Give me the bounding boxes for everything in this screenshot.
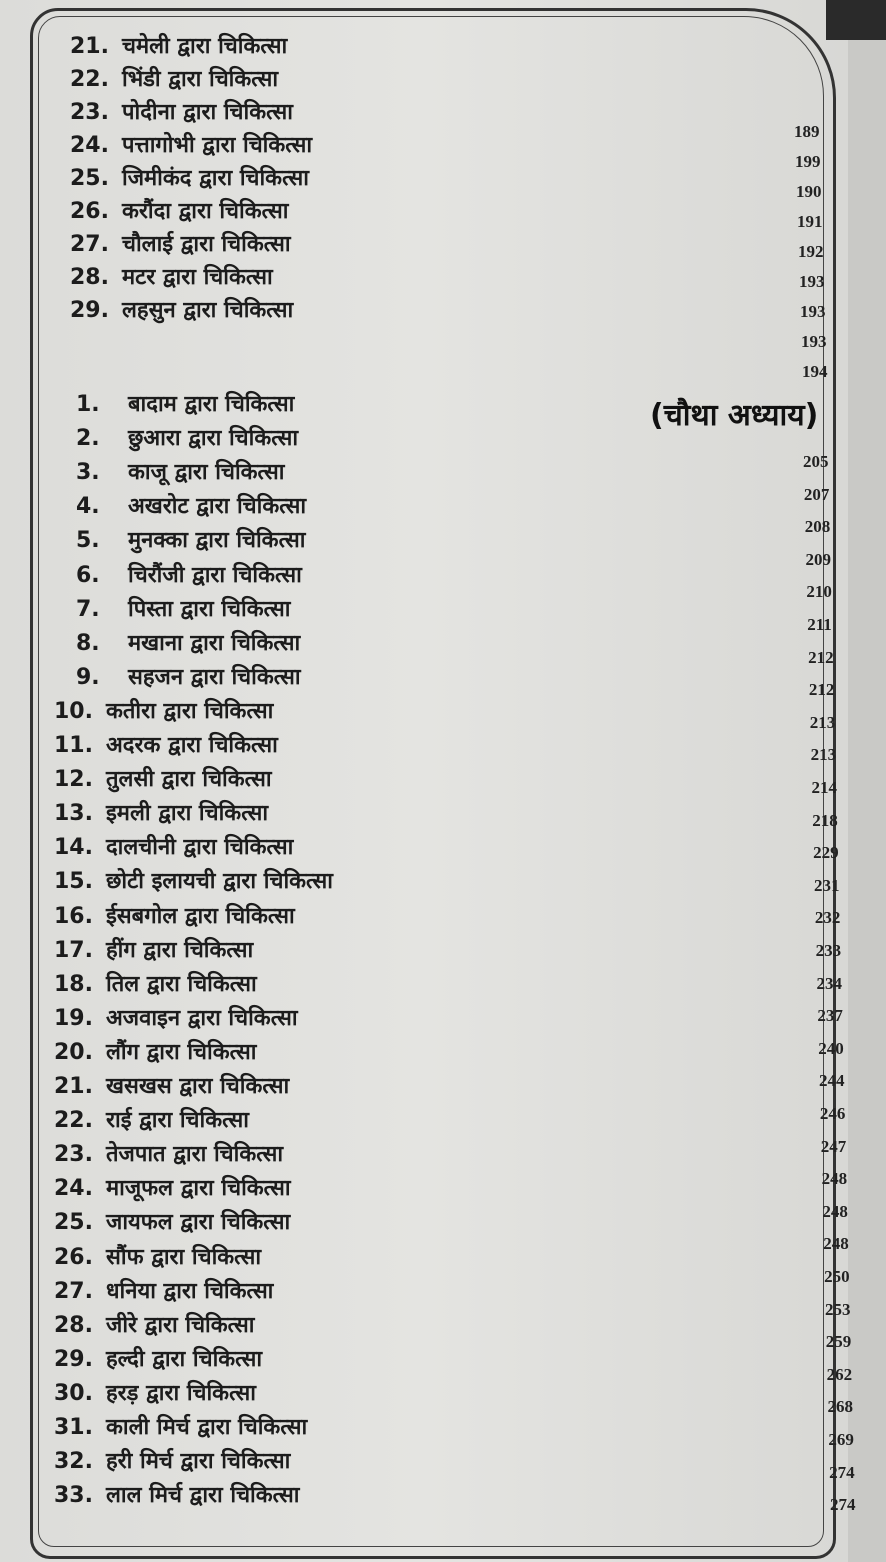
entry-number: 29. xyxy=(70,298,109,323)
chapter-heading: (चौथा अध्याय) xyxy=(650,398,819,433)
entry-title: चमेली द्वारा चिकित्सा xyxy=(122,34,288,59)
toc-entry xyxy=(54,1140,283,1170)
toc-entry xyxy=(54,1072,289,1102)
entry-number: 25. xyxy=(54,1210,93,1236)
toc-entry xyxy=(54,1277,273,1307)
entry-page-number: 244 xyxy=(819,1071,845,1091)
entry-title: चौलाई द्वारा चिकित्सा xyxy=(122,232,291,257)
entry-page-number: 193 xyxy=(801,332,827,351)
entry-number: 13. xyxy=(54,801,93,827)
entry-number: 20. xyxy=(54,1039,93,1065)
entry-page-number: 199 xyxy=(795,152,821,171)
entry-title: हरी मिर्च द्वारा चिकित्सा xyxy=(106,1449,291,1475)
entry-page-number: 189 xyxy=(794,122,820,141)
entry-page-number: 231 xyxy=(813,875,840,895)
entry-page-number: 240 xyxy=(818,1038,844,1058)
entry-title: खसखस द्वारा चिकित्सा xyxy=(106,1074,290,1099)
entry-page-number: 246 xyxy=(819,1104,846,1123)
entry-number: 30. xyxy=(54,1380,93,1406)
entry-number: 23. xyxy=(54,1142,93,1168)
toc-entry xyxy=(76,561,302,591)
entry-number: 26. xyxy=(54,1244,93,1270)
entry-number: 1. xyxy=(76,392,100,417)
toc-entry xyxy=(54,1038,257,1068)
toc-entry xyxy=(70,230,291,260)
entry-title: मखाना द्वारा चिकित्सा xyxy=(128,630,301,656)
toc-entry xyxy=(70,98,293,128)
entry-number: 19. xyxy=(54,1005,93,1031)
entry-number: 24. xyxy=(54,1176,93,1202)
toc-entry xyxy=(54,1311,255,1341)
toc-entry xyxy=(76,595,290,625)
entry-title: सहजन द्वारा चिकित्सा xyxy=(128,664,301,690)
entry-page-number: 218 xyxy=(812,810,838,830)
toc-entry xyxy=(54,1243,261,1273)
entry-number: 21. xyxy=(54,1074,93,1099)
entry-page-number: 213 xyxy=(809,712,836,732)
entry-page-number: 205 xyxy=(803,452,829,471)
entry-page-number: 262 xyxy=(826,1364,853,1384)
entry-title: माजूफल द्वारा चिकित्सा xyxy=(106,1176,291,1202)
entry-page-number: 269 xyxy=(828,1430,854,1449)
entry-title: सौंफ द्वारा चिकित्सा xyxy=(106,1244,262,1270)
entry-title: हींग द्वारा चिकित्सा xyxy=(106,937,254,963)
entry-number: 27. xyxy=(70,232,109,257)
toc-entry xyxy=(76,526,305,556)
entry-number: 16. xyxy=(54,903,93,929)
entry-number: 33. xyxy=(54,1483,93,1509)
entry-page-number: 212 xyxy=(808,647,834,667)
entry-number: 18. xyxy=(54,971,93,997)
toc-entry xyxy=(54,936,253,966)
entry-number: 32. xyxy=(54,1449,93,1475)
entry-title: इमली द्वारा चिकित्सा xyxy=(106,801,269,827)
entry-number: 17. xyxy=(54,937,93,963)
entry-number: 25. xyxy=(70,166,109,191)
toc-entry xyxy=(54,1379,256,1409)
entry-title: अखरोट द्वारा चिकित्सा xyxy=(128,494,307,520)
toc-entry xyxy=(54,1208,290,1238)
entry-page-number: 274 xyxy=(829,1462,855,1482)
entry-number: 12. xyxy=(54,767,93,793)
entry-title: लहसुन द्वारा चिकित्सा xyxy=(122,298,294,323)
toc-entry xyxy=(54,1345,262,1375)
entry-title: काजू द्वारा चिकित्सा xyxy=(128,460,285,486)
entry-title: धनिया द्वारा चिकित्सा xyxy=(106,1278,274,1304)
toc-entry xyxy=(76,629,300,659)
entry-title: लाल मिर्च द्वारा चिकित्सा xyxy=(106,1483,300,1509)
entry-title: पोदीना द्वारा चिकित्सा xyxy=(122,100,293,125)
entry-page-number: 248 xyxy=(821,1169,848,1189)
entry-number: 10. xyxy=(54,698,93,724)
entry-number: 8. xyxy=(76,630,100,656)
toc-entry xyxy=(54,799,268,829)
entry-page-number: 233 xyxy=(815,941,842,960)
toc-entry xyxy=(70,131,312,161)
entry-title: हल्दी द्वारा चिकित्सा xyxy=(106,1346,263,1372)
entry-title: तिल द्वारा चिकित्सा xyxy=(106,971,257,997)
background-corner xyxy=(826,0,886,40)
entry-number: 15. xyxy=(54,869,93,895)
entry-page-number: 259 xyxy=(825,1332,852,1352)
entry-number: 14. xyxy=(54,835,93,861)
toc-entry xyxy=(54,697,273,727)
entry-page-number: 253 xyxy=(824,1299,851,1319)
entry-title: अजवाइन द्वारा चिकित्सा xyxy=(106,1005,298,1031)
toc-entry xyxy=(54,1413,307,1443)
entry-page-number: 232 xyxy=(814,908,841,928)
entry-page-number: 209 xyxy=(805,549,832,569)
entry-number: 26. xyxy=(70,199,109,224)
toc-entry xyxy=(54,1004,298,1034)
entry-title: कतीरा द्वारा चिकित्सा xyxy=(106,698,274,724)
entry-number: 29. xyxy=(54,1346,93,1372)
entry-title: बादाम द्वारा चिकित्सा xyxy=(128,392,295,417)
entry-title: मुनक्का द्वारा चिकित्सा xyxy=(128,528,306,554)
entry-page-number: 248 xyxy=(823,1234,849,1254)
entry-number: 21. xyxy=(70,34,109,59)
entry-number: 6. xyxy=(76,562,100,588)
toc-entry xyxy=(70,65,278,95)
entry-title: चिरौंजी द्वारा चिकित्सा xyxy=(128,562,302,588)
toc-entry xyxy=(76,492,306,522)
entry-page-number: 194 xyxy=(802,362,828,381)
entry-page-number: 248 xyxy=(822,1201,848,1221)
entry-number: 28. xyxy=(54,1312,93,1338)
entry-title: जीरे द्वारा चिकित्सा xyxy=(106,1312,255,1338)
entry-page-number: 247 xyxy=(820,1136,847,1156)
entry-title: लौंग द्वारा चिकित्सा xyxy=(106,1039,257,1065)
toc-entry xyxy=(70,32,287,62)
entry-page-number: 250 xyxy=(824,1267,850,1286)
entry-number: 22. xyxy=(70,67,109,92)
toc-entry xyxy=(54,1481,300,1511)
toc-entry xyxy=(54,731,278,761)
entry-page-number: 214 xyxy=(811,778,837,797)
entry-number: 3. xyxy=(76,460,100,486)
entry-title: तुलसी द्वारा चिकित्सा xyxy=(106,767,272,793)
toc-entry xyxy=(76,424,298,454)
entry-page-number: 207 xyxy=(803,484,830,504)
entry-number: 31. xyxy=(54,1415,93,1440)
entry-number: 4. xyxy=(76,494,100,520)
toc-entry xyxy=(76,458,284,488)
entry-title: ईसबगोल द्वारा चिकित्सा xyxy=(106,903,295,929)
entry-number: 22. xyxy=(54,1108,93,1134)
entry-page-number: 212 xyxy=(808,680,835,700)
entry-page-number: 191 xyxy=(797,212,823,231)
toc-entry xyxy=(70,197,288,227)
toc-entry xyxy=(76,390,294,420)
toc-entry xyxy=(54,1106,249,1136)
toc-entry xyxy=(54,765,272,795)
toc-entry xyxy=(54,833,293,863)
entry-page-number: 193 xyxy=(800,302,826,321)
entry-page-number: 274 xyxy=(830,1495,856,1515)
entry-page-number: 213 xyxy=(810,745,837,765)
adjacent-page xyxy=(848,40,886,1562)
entry-page-number: 210 xyxy=(806,582,832,602)
entry-title: अदरक द्वारा चिकित्सा xyxy=(106,733,278,758)
entry-title: राई द्वारा चिकित्सा xyxy=(106,1108,249,1134)
entry-title: भिंडी द्वारा चिकित्सा xyxy=(122,67,279,92)
toc-entry xyxy=(54,1174,291,1204)
toc-entry xyxy=(54,970,257,1000)
entry-title: काली मिर्च द्वारा चिकित्सा xyxy=(106,1415,308,1440)
toc-entry xyxy=(54,1447,290,1477)
entry-page-number: 237 xyxy=(817,1006,843,1026)
entry-title: पिस्ता द्वारा चिकित्सा xyxy=(128,596,291,622)
entry-page-number: 208 xyxy=(804,517,831,537)
entry-title: दालचीनी द्वारा चिकित्सा xyxy=(106,835,294,861)
entry-page-number: 190 xyxy=(796,182,822,201)
entry-page-number: 268 xyxy=(827,1397,853,1417)
entry-number: 23. xyxy=(70,100,109,125)
entry-title: हरड़ द्वारा चिकित्सा xyxy=(106,1380,256,1406)
toc-entry xyxy=(76,663,301,693)
entry-title: जायफल द्वारा चिकित्सा xyxy=(106,1210,291,1236)
entry-title: मटर द्वारा चिकित्सा xyxy=(122,265,273,290)
entry-title: छोटी इलायची द्वारा चिकित्सा xyxy=(106,869,333,895)
entry-number: 7. xyxy=(76,596,100,622)
entry-title: तेजपात द्वारा चिकित्सा xyxy=(106,1142,284,1168)
toc-entry xyxy=(54,867,333,897)
entry-number: 28. xyxy=(70,265,109,290)
entry-number: 24. xyxy=(70,133,109,158)
entry-page-number: 229 xyxy=(813,843,839,863)
entry-title: छुआरा द्वारा चिकित्सा xyxy=(128,426,299,452)
entry-page-number: 211 xyxy=(807,615,832,634)
entry-number: 2. xyxy=(76,426,100,452)
toc-entry xyxy=(70,164,309,194)
entry-title: पत्तागोभी द्वारा चिकित्सा xyxy=(122,133,313,158)
entry-number: 5. xyxy=(76,528,100,554)
entry-page-number: 192 xyxy=(798,242,824,261)
entry-title: जिमीकंद द्वारा चिकित्सा xyxy=(122,166,309,191)
entry-number: 27. xyxy=(54,1278,93,1304)
entry-page-number: 193 xyxy=(799,272,825,291)
toc-entry xyxy=(70,296,293,326)
entry-number: 9. xyxy=(76,664,100,690)
toc-entry xyxy=(54,902,295,932)
entry-page-number: 234 xyxy=(816,973,842,993)
entry-title: करौंदा द्वारा चिकित्सा xyxy=(122,199,289,224)
entry-number: 11. xyxy=(54,733,93,758)
toc-entry xyxy=(70,263,273,293)
